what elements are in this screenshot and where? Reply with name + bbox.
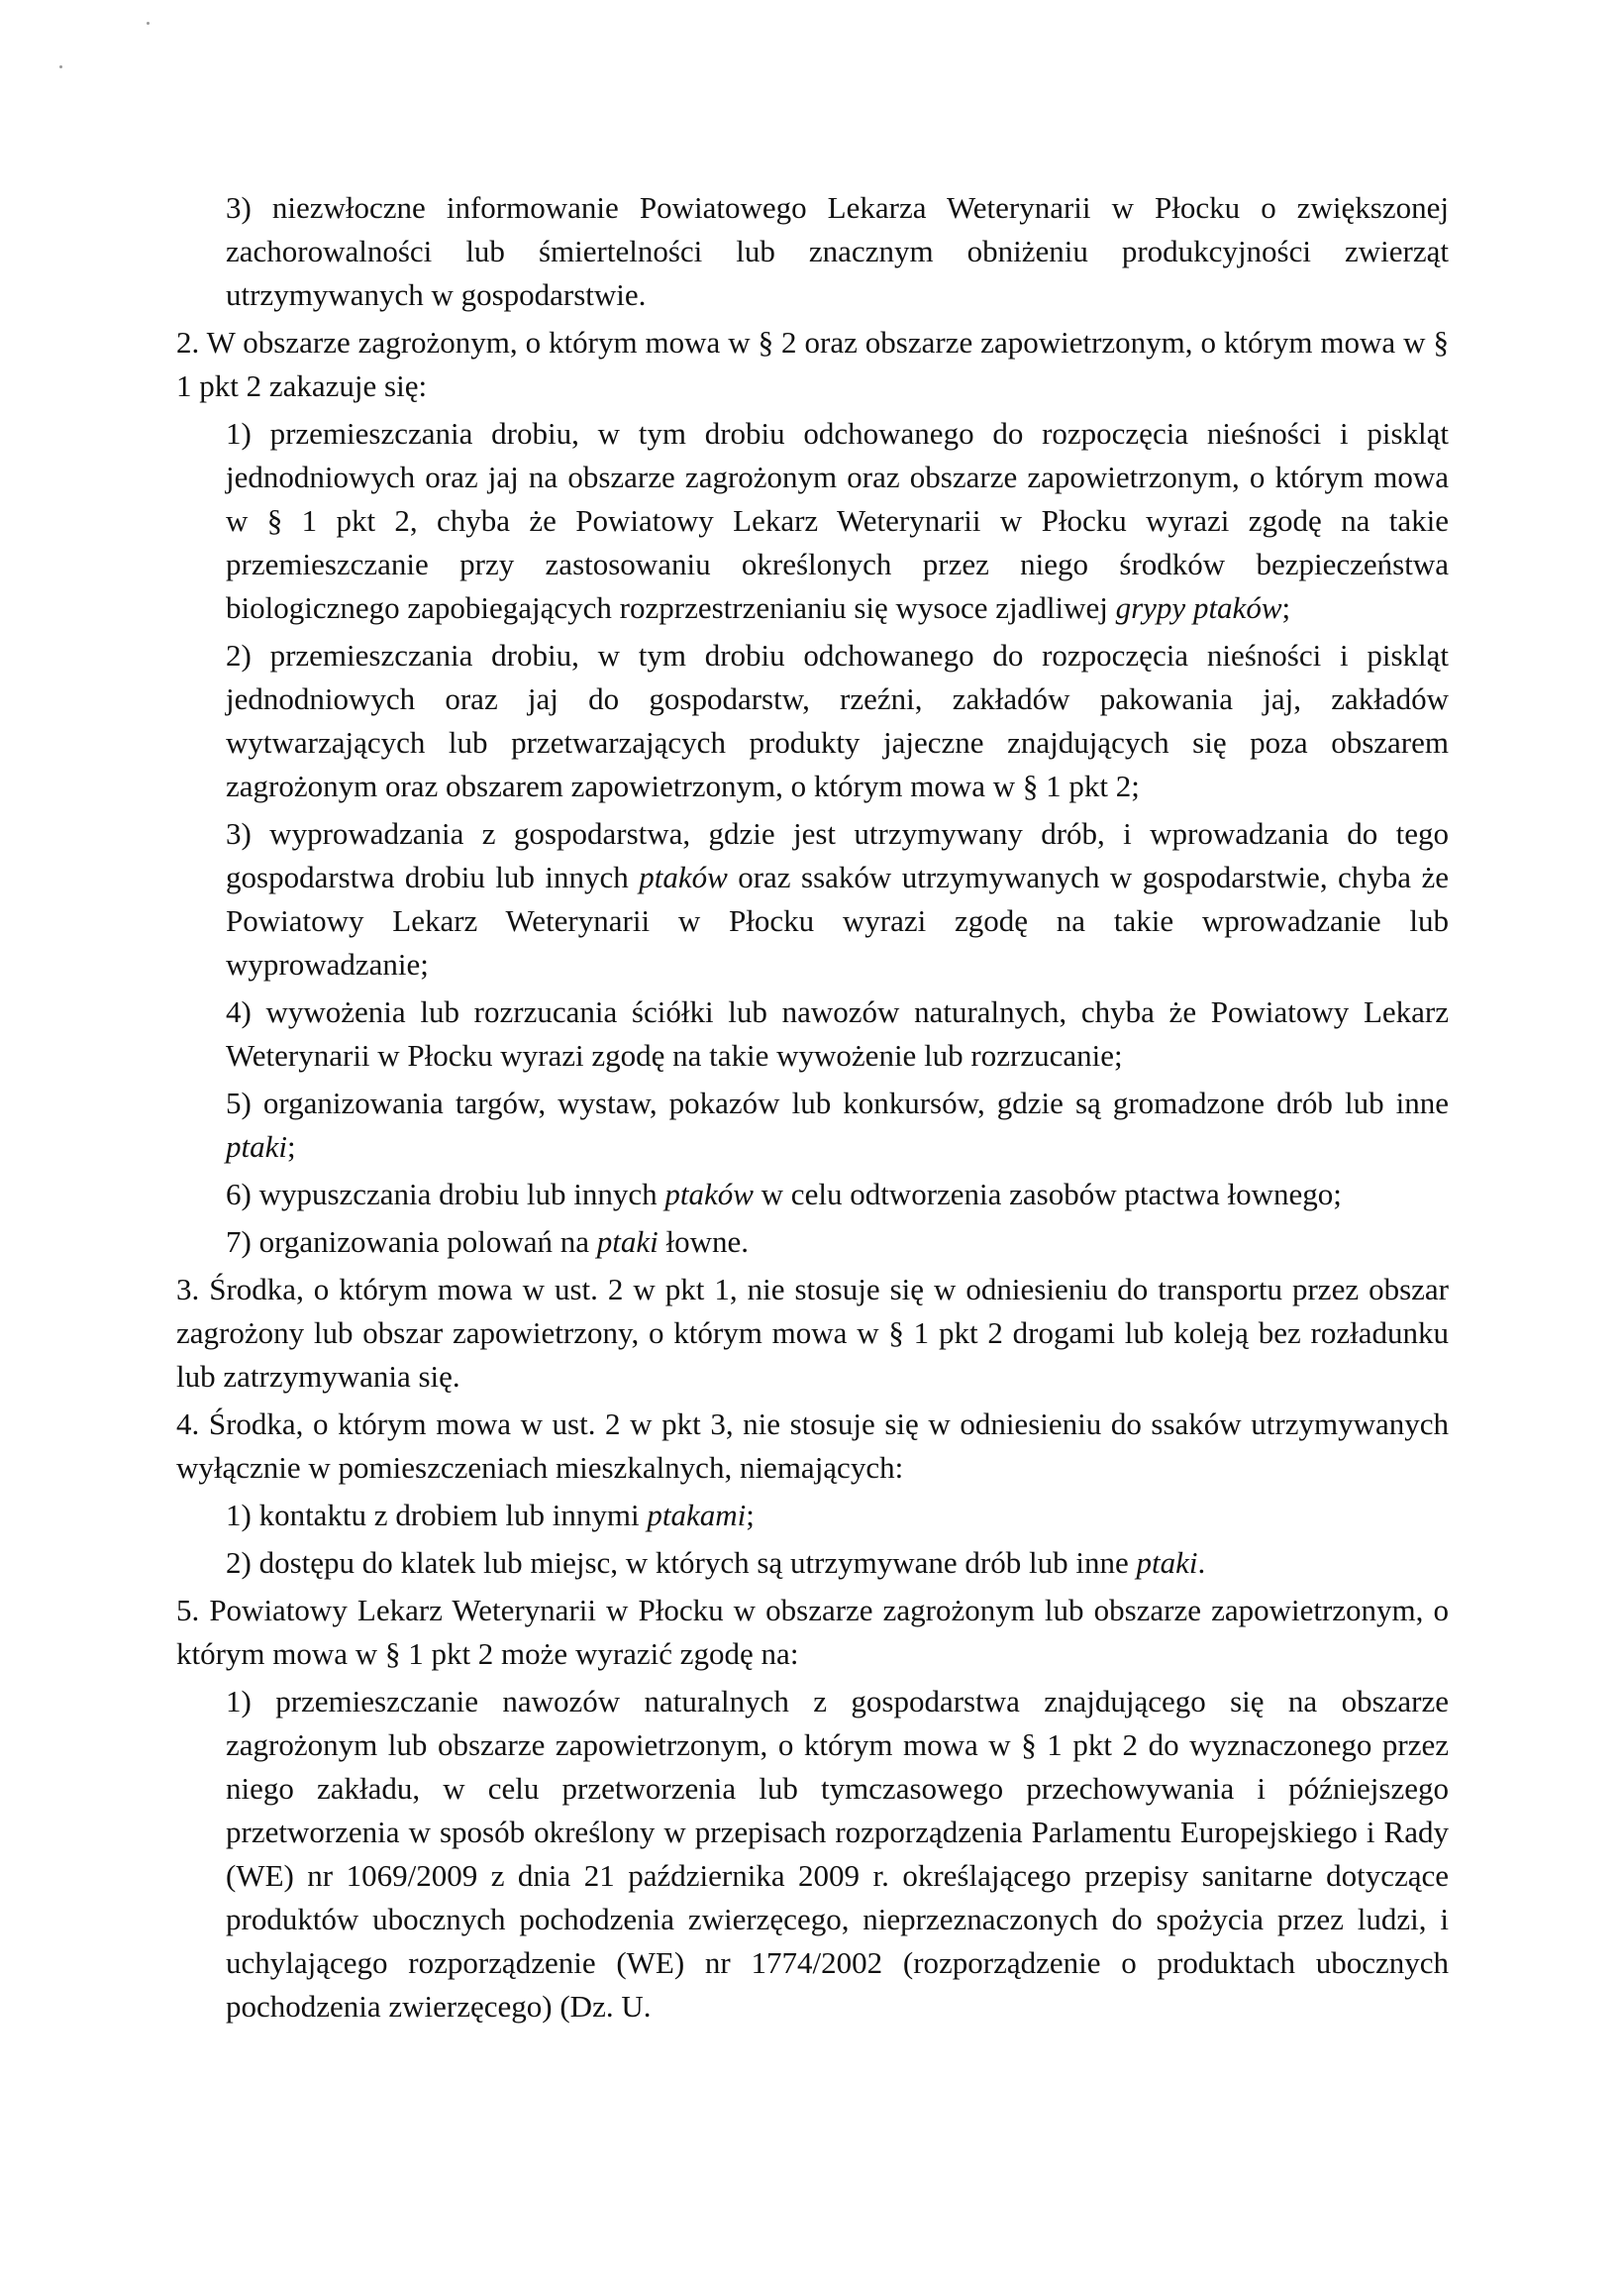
- italic-term: grypy ptaków: [1115, 590, 1282, 625]
- paragraph-p3: [226, 186, 1449, 317]
- text-run: w celu odtworzenia zasobów ptactwa łownego;: [753, 1177, 1342, 1211]
- paragraph-s4-2: [226, 1541, 1449, 1585]
- paragraph-s2-1: [226, 412, 1449, 630]
- italic-term: ptakami: [647, 1498, 747, 1532]
- scan-speck: [147, 22, 150, 25]
- paragraph-s2-7: [226, 1220, 1449, 1264]
- text-run: 3) wyprowadzania z gospodarstwa, gdzie jest utrzymywany drób, i wprowadzania do tego gospodarstwa drobiu lub innych: [226, 816, 1449, 894]
- text-run: 7) organizowania polowań na: [226, 1224, 597, 1259]
- text-run: 6) wypuszczania drobiu lub innych: [226, 1177, 665, 1211]
- text-run: 2) dostępu do klatek lub miejsc, w których są utrzymywane drób lub inne: [226, 1545, 1137, 1580]
- paragraph-s3: [176, 1268, 1449, 1399]
- document-text-body: [176, 186, 1449, 2032]
- text-run: 1) przemieszczania drobiu, w tym drobiu odchowanego do rozpoczęcia nieśności i piskląt jednodniowych oraz jaj na obszarze zagrożonym oraz obszarze zapowietrzonym, o którym mowa w § 1 pkt 2, chyba że Powiatowy Lekarz Weterynarii w Płocku wyrazi zgodę na takie przemieszczanie przy zastosowaniu określonych przez niego środków bezpieczeństwa biologicznego zapobiegających rozprzestrzenianiu się wysoce zjadliwej: [226, 416, 1449, 625]
- text-run: 1) przemieszczanie nawozów naturalnych z gospodarstwa znajdującego się na obszarze zagrożonym lub obszarze zapowietrzonym, o którym mowa w § 1 pkt 2 do wyznaczonego przez niego zakładu, w celu przetworzenia lub tymczasowego przechowywania i późniejszego przetworzenia w sposób określony w przepisach rozporządzenia Parlamentu Europejskiego i Rady (WE) nr 1069/2009 z dnia 21 października 2009 r. określającego przepisy sanitarne dotyczące produktów ubocznych pochodzenia zwierzęcego, nieprzeznaczonych do spożycia przez ludzi, i uchylającego rozporządzenie (WE) nr 1774/2002 (rozporządzenie o produktach ubocznych pochodzenia zwierzęcego) (Dz. U.: [226, 1684, 1449, 2024]
- text-run: 1) kontaktu z drobiem lub innymi: [226, 1498, 648, 1532]
- italic-term: ptaki: [226, 1129, 287, 1164]
- italic-term: ptaki: [596, 1224, 659, 1259]
- paragraph-s2-5: [226, 1082, 1449, 1169]
- text-run: oraz ssaków utrzymywanych w gospodarstwie, chyba że Powiatowy Lekarz Weterynarii w Płocku wyrazi zgodę na takie wprowadzanie lub wyprowadzanie;: [226, 860, 1450, 982]
- italic-term: ptaków: [639, 860, 728, 894]
- paragraph-s4: [176, 1403, 1449, 1490]
- text-run: 5) organizowania targów, wystaw, pokazów lub konkursów, gdzie są gromadzone drób lub inne: [226, 1086, 1449, 1120]
- paragraph-s5: [176, 1589, 1449, 1676]
- text-run: ;: [287, 1129, 296, 1164]
- paragraph-s2-2: [226, 634, 1449, 808]
- paragraph-s2-6: [226, 1173, 1449, 1216]
- scan-speck: [59, 65, 62, 68]
- text-run: 3) niezwłoczne informowanie Powiatowego Lekarza Weterynarii w Płocku o zwiększonej zachorowalności lub śmiertelności lub znacznym obniżeniu produkcyjności zwierząt utrzymywanych w gospodarstwie.: [226, 190, 1449, 312]
- paragraph-s4-1: [226, 1494, 1449, 1537]
- text-run: ;: [746, 1498, 755, 1532]
- text-run: 4. Środka, o którym mowa w ust. 2 w pkt 3, nie stosuje się w odniesieniu do ssaków utrzymywanych wyłącznie w pomieszczeniach mieszkalnych, niemających:: [176, 1406, 1449, 1485]
- text-run: .: [1197, 1545, 1206, 1580]
- paragraph-s2-3: [226, 812, 1449, 987]
- italic-term: ptaki: [1136, 1545, 1198, 1580]
- paragraph-s5-1: [226, 1680, 1449, 2029]
- text-run: ;: [1281, 590, 1291, 625]
- italic-term: ptaków: [664, 1177, 754, 1211]
- text-run: 3. Środka, o którym mowa w ust. 2 w pkt 1, nie stosuje się w odniesieniu do transportu przez obszar zagrożony lub obszar zapowietrzony, o którym mowa w § 1 pkt 2 drogami lub koleją bez rozładunku lub zatrzymywania się.: [176, 1272, 1449, 1394]
- text-run: 2. W obszarze zagrożonym, o którym mowa w § 2 oraz obszarze zapowietrzonym, o którym mowa w § 1 pkt 2 zakazuje się:: [176, 325, 1449, 403]
- text-run: łowne.: [658, 1224, 750, 1259]
- paragraph-s2: [176, 321, 1449, 408]
- text-run: 5. Powiatowy Lekarz Weterynarii w Płocku w obszarze zagrożonym lub obszarze zapowietrzonym, o którym mowa w § 1 pkt 2 może wyrazić zgodę na:: [176, 1593, 1449, 1671]
- text-run: 4) wywożenia lub rozrzucania ściółki lub nawozów naturalnych, chyba że Powiatowy Lekarz Weterynarii w Płocku wyrazi zgodę na takie wywożenie lub rozrzucanie;: [226, 994, 1449, 1073]
- paragraph-s2-4: [226, 990, 1449, 1078]
- text-run: 2) przemieszczania drobiu, w tym drobiu odchowanego do rozpoczęcia nieśności i piskląt jednodniowych oraz jaj do gospodarstw, rzeźni, zakładów pakowania jaj, zakładów wytwarzających lub przetwarzających produkty jajeczne znajdujących się poza obszarem zagrożonym oraz obszarem zapowietrzonym, o którym mowa w § 1 pkt 2;: [226, 638, 1449, 803]
